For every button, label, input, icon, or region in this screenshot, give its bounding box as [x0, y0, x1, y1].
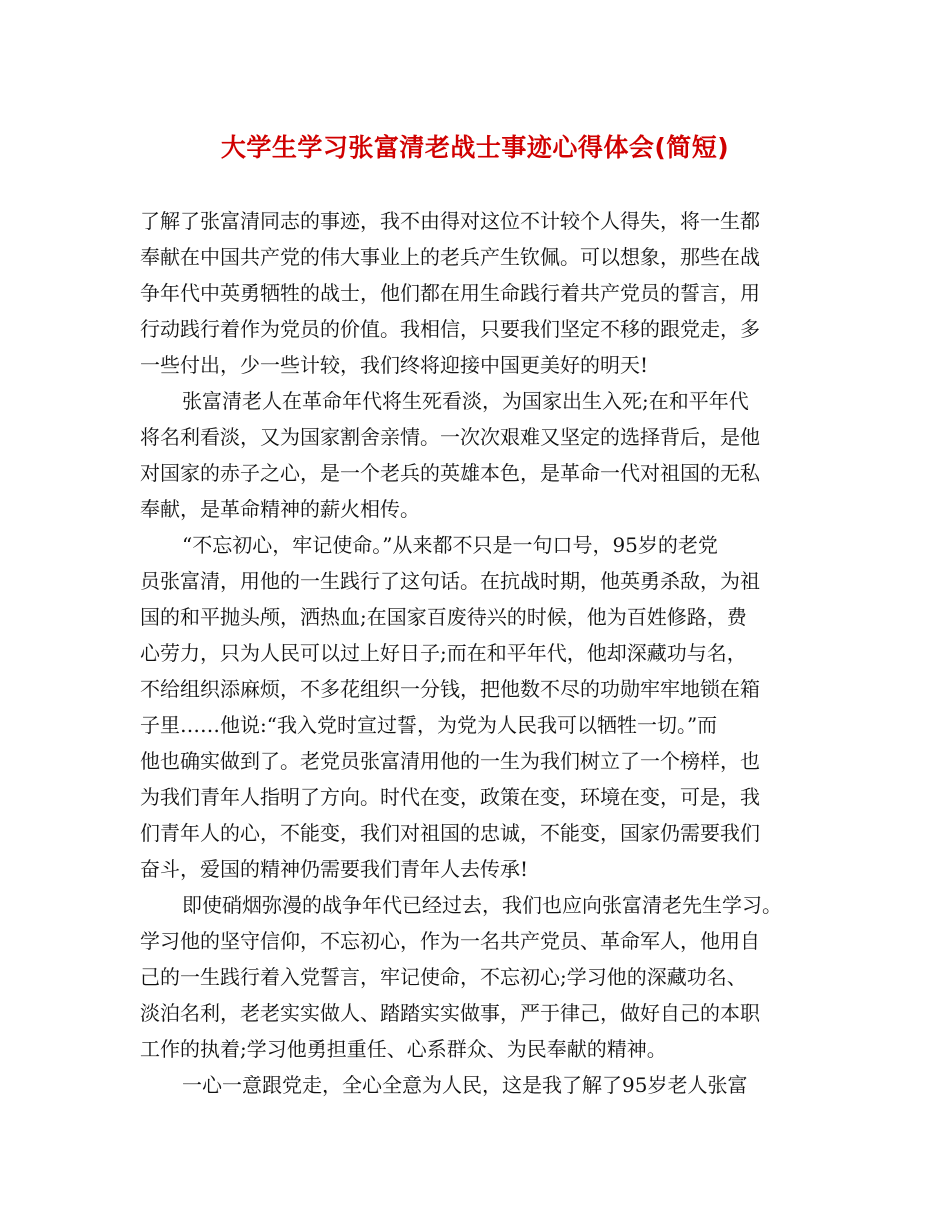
body-line: 不给组织添麻烦，不多花组织一分钱，把他数不尽的功勋牢牢地锁在箱: [140, 677, 760, 701]
body-line: 奋斗，爱国的精神仍需要我们青年人去传承!: [140, 857, 529, 881]
body-line: 他也确实做到了。老党员张富清用他的一生为我们树立了一个榜样，也: [140, 749, 760, 773]
body-line: 淡泊名利，老老实实做人、踏踏实实做事，严于律己，做好自己的本职: [140, 1001, 760, 1025]
body-line: 即使硝烟弥漫的战争年代已经过去，我们也应向张富清老先生学习。: [182, 893, 782, 917]
body-line: “不忘初心，牢记使命。”从来都不只是一句口号，95岁的老党: [182, 533, 718, 557]
body-line: 己的一生践行着入党誓言，牢记使命，不忘初心;学习他的深藏功名、: [140, 965, 747, 989]
body-line: 子里……他说:“我入党时宣过誓，为党为人民我可以牺牲一切。”而: [140, 713, 718, 737]
body-line: 将名利看淡，又为国家割舍亲情。一次次艰难又坚定的选择背后，是他: [140, 425, 760, 449]
document-title: 大学生学习张富清老战士事迹心得体会(简短): [220, 133, 730, 162]
body-line: 奉献，是革命精神的薪火相传。: [140, 497, 420, 521]
body-line: 们青年人的心，不能变，我们对祖国的忠诚，不能变，国家仍需要我们: [140, 821, 760, 845]
body-line: 争年代中英勇牺牲的战士，他们都在用生命践行着共产党员的誓言，用: [140, 281, 760, 305]
body-line: 为我们青年人指明了方向。时代在变，政策在变，环境在变，可是，我: [140, 785, 760, 809]
body-line: 一些付出，少一些计较，我们终将迎接中国更美好的明天!: [140, 353, 649, 377]
body-line: 张富清老人在革命年代将生死看淡，为国家出生入死;在和平年代: [182, 389, 749, 413]
body-line: 对国家的赤子之心，是一个老兵的英雄本色，是革命一代对祖国的无私: [140, 461, 760, 485]
body-line: 行动践行着作为党员的价值。我相信，只要我们坚定不移的跟党走，多: [140, 317, 760, 341]
body-line: 心劳力，只为人民可以过上好日子;而在和平年代，他却深藏功与名，: [140, 641, 747, 665]
body-line: 国的和平抛头颅，洒热血;在国家百废待兴的时候，他为百姓修路，费: [140, 605, 747, 629]
body-line: 工作的执着;学习他勇担重任、心系群众、为民奉献的精神。: [140, 1037, 667, 1061]
body-line: 一心一意跟党走，全心全意为人民，这是我了解了95岁老人张富: [182, 1073, 748, 1097]
body-line: 学习他的坚守信仰，不忘初心，作为一名共产党员、革命军人，他用自: [140, 929, 760, 953]
body-line: 了解了张富清同志的事迹，我不由得对这位不计较个人得失，将一生都: [140, 209, 760, 233]
body-line: 奉献在中国共产党的伟大事业上的老兵产生钦佩。可以想象，那些在战: [140, 245, 760, 269]
document-body: [140, 203, 830, 1103]
body-line: 员张富清，用他的一生践行了这句话。在抗战时期，他英勇杀敌，为祖: [140, 569, 760, 593]
